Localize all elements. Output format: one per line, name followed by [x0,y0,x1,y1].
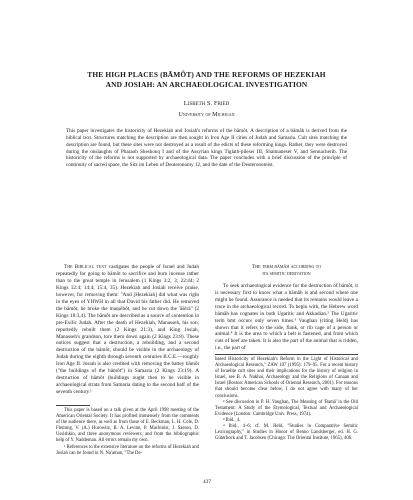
body-column-right [215,264,358,352]
lead-in-text: The Biblical text [64,264,107,270]
body-paragraph-etymology: To seek archaeological evidence for the destruction of bāmôt, it is necessary first to know what a bāmâh is and second where one might be found. Assurance is needed that its remains would leave a trace in the archaeological record. To begin with, the Hebrew word bāmâh has cognates in both Ugaritic and Akkadian.² The Ugaritic term bmt occurs only seven times.³ Vaughan (citing Held) has shown that it refers to the side, flank, or rib cage of a person or animal.⁴ It is the area to which a belt is fastened, and from which cuts of beef are taken. It is also the part of the animal that is ridden, i.e., the part of [215,282,358,352]
footnote-3: ³ Ibid., 4. [223,417,241,423]
body-column-left [56,264,199,396]
footnotes-right [215,357,358,442]
footnote-4: ⁴ Ibid., 4–6; cf. M. Held, "Studies in Comparative Semitic Lexicography," in Studies in Honor of Benno Landsberger, ed. H. G. Güterbock and T. Jacobsen (Chicago: The Oriental Institute, 1965), 406. [215,424,358,442]
article-title-line-1: THE HIGH PLACES (BĀMÔT) AND THE REFORMS OF HEZEKIAH [87,70,326,79]
article-title-line-2: AND JOSIAH: AN ARCHAEOLOGICAL INVESTIGATION [105,80,308,89]
author-name: Lisbeth S. Fried [183,100,230,107]
section-heading-line-2: its semitic derivation [262,270,311,277]
footnote-divider-right [215,354,358,355]
footnote-1-continued: based Historicity of Hezekiah's Reform in the Light of Historical and Archaeological Research," ZAW 107 (1995): 179–95. For a recent history of Israelite cult sites and their implications for the history of religion in Israel, see B. A. Nakhai, Archaeology and the Religions of Canaan and Israel (Boston: American Schools of Oriental Research, 2001). For reasons that should become clear below, I do not agree with many of her conclusions. [215,357,358,399]
abstract: This paper investigates the historicity of Hezekiah and Josiah's reforms of the bāmôt. A description of a bāmâh is derived from the biblical text. Structures matching the description are then sought in Iron Age II cities of Judah and Samaria. Cult sites matching the description are found, but these sites were not destroyed as a result of the edicts of these reforming kings. Rather, they were destroyed during the onslaughts of Pharaoh Sheshonq I and of the Assyrian kings Tiglath-pileser III, Shalmaneser V, and Sennacherib. The historicity of the reforms is not supported by archaeological data. The paper concludes with a brief discussion of the principle of continuity of sacred space, the Sitz im Leben of Deuteronomy 12, and the date of the Deuteronomist. [66,128,347,169]
article-title [40,70,373,90]
body-paragraph-intro [56,264,199,396]
footnote-acknowledgment: This paper is based on a talk given at the April 1998 meeting of the American Oriental Society. It has profited immensely from the comments of the audience there, as well as from those of E. Beckman, L. H. Cole, D. Fleming, V. (A.) Hurowitz, B. A. Levine, P. Machinist, J. Sasson, D. Ussishkin, and three anonymous reviewers, and from the bibliographic help of Y. Naddeman. All errors remain my own. [56,408,199,444]
page-number: 437 [203,479,211,485]
footnote-divider-left [56,405,90,406]
footnote-1: ¹ References to the extensive literature on the reforms of Hezekiah and Josiah can be found in N. Na'aman, "The De- [56,444,199,456]
author-affiliation: University of Michigan [178,112,235,118]
footnote-2: ² See discussion in P. H. Vaughan, The Meaning of 'Bamâ' in the Old Testament: A Study of the Etymological, Textual and Archaeological Evidence (London: Cambridge Univ. Press, 1974). [215,399,358,417]
section-heading-line-1: The term bāmâh according to [252,264,321,270]
footnotes-left [56,408,199,457]
intro-paragraph-text: castigates the people of Israel and Judah repeatedly for going to bāmôt to sacrifice and burn incense rather than to the great temple in Jerusalem (1 Kings 3:2, 3; 22:44; 2 Kings 12:4; 14:4; 15:4, 35). Hezekiah and Josiah receive praise, however, for removing them: "And [Hezekiah] did what was right in the eyes of YHWH in all that David his father did. He removed the bāmôt, he broke the maṣṣēbôt, and he cut down the 'ăšērâ" (2 Kings 18:3,4). The bāmôt are described as a source of contention in pre-Exilic Judah. After the death of Hezekiah, Manasseh, his son, reportedly rebuilt them (2 Kings 21:3), and King Josiah, Manasseh's grandson, tore them down again (2 Kings 23:8). These notices suggest that a destruction, a rebuilding, and a second destruction of the bāmôt, should be visible in the archaeology of Judah during the eighth through seventh centuries B.C.E.—roughly Iron Age II. Josiah is also credited with removing the battey bāmôt ("the buildings of the bāmôt") in Samaria (2 Kings 23:19). A destruction of bāmôt (buildings ought then to be visible in archaeological strata from Samaria dating to the second half of the seventh century.¹ [56,264,199,396]
